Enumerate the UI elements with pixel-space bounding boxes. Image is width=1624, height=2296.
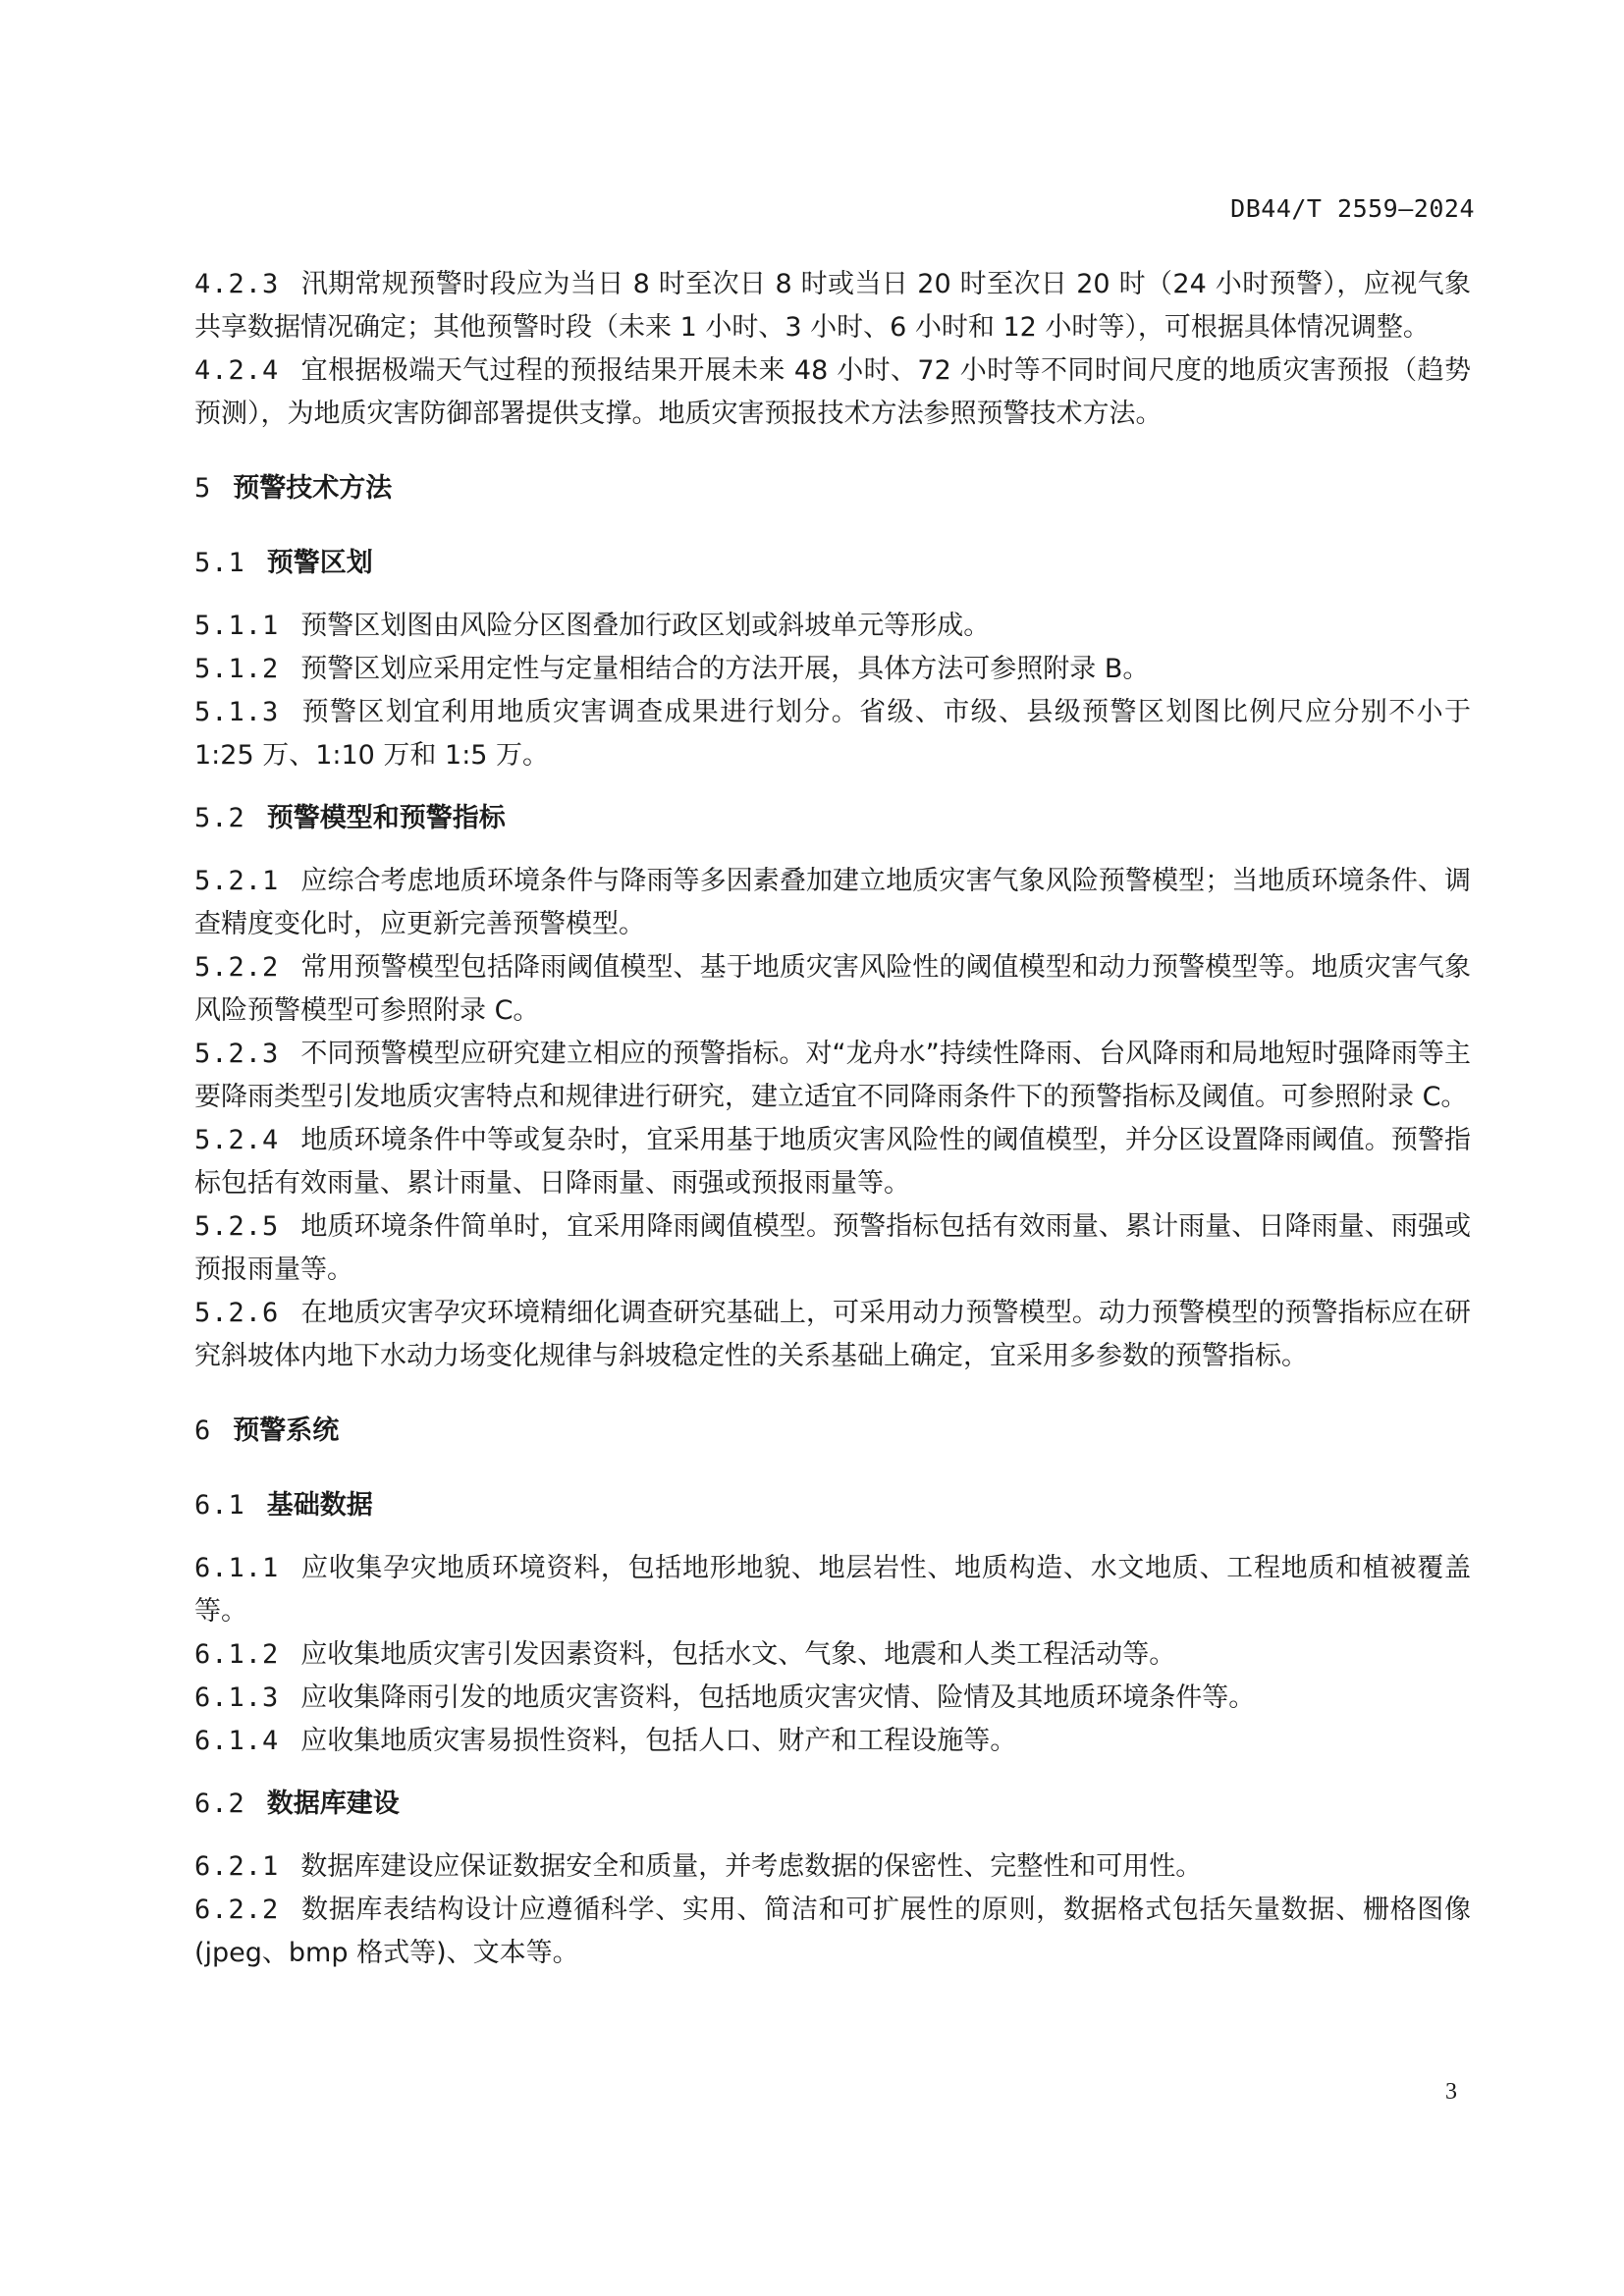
clause-text: 不同预警模型应研究建立相应的预警指标。对“龙舟水”持续性降雨、台风降雨和局地短时强降雨等主要降雨类型引发地质灾害特点和规律进行研究，建立适宜不同降雨条件下的预警指标及阈值。可参照附录 C。 — [194, 1039, 1471, 1112]
clause-6-1-4 — [194, 1720, 1471, 1763]
clause-number: 6.2.1 — [194, 1851, 280, 1882]
clause-text: 应收集地质灾害易损性资料，包括人口、财产和工程设施等。 — [300, 1726, 1017, 1756]
subsection-title: 预警模型和预警指标 — [266, 803, 506, 833]
clause-5-2-6 — [194, 1292, 1471, 1378]
clause-5-2-1 — [194, 860, 1471, 946]
clause-text: 在地质灾害孕灾环境精细化调查研究基础上，可采用动力预警模型。动力预警模型的预警指标应在研究斜坡体内地下水动力场变化规律与斜坡稳定性的关系基础上确定，宜采用多参数的预警指标。 — [194, 1298, 1471, 1371]
clause-5-1-3 — [194, 691, 1471, 777]
clause-text: 预警区划宜利用地质灾害调查成果进行划分。省级、市级、县级预警区划图比例尺应分别不小于 1:25 万、1:10 万和 1:5 万。 — [194, 697, 1471, 771]
clause-5-1-1 — [194, 605, 1471, 648]
clause-text: 宜根据极端天气过程的预报结果开展未来 48 小时、72 小时等不同时间尺度的地质灾害预报（趋势预测），为地质灾害防御部署提供支撑。地质灾害预报技术方法参照预警技术方法。 — [194, 355, 1471, 429]
clause-text: 预警区划应采用定性与定量相结合的方法开展，具体方法可参照附录 B。 — [300, 654, 1150, 684]
clause-number: 6.1.3 — [194, 1682, 280, 1713]
clause-5-2-2 — [194, 946, 1471, 1033]
subsection-number: 6.1 — [194, 1490, 245, 1521]
clause-number: 5.2.3 — [194, 1039, 280, 1069]
clause-4-2-3 — [194, 263, 1471, 349]
clause-4-2-4 — [194, 349, 1471, 436]
clause-text: 汛期常规预警时段应为当日 8 时至次日 8 时或当日 20 时至次日 20 时（24 小时预警），应视气象共享数据情况确定；其他预警时段（未来 1 小时、3 小时、6 小时和 12 小时等），可根据具体情况调整。 — [194, 269, 1471, 343]
clause-6-1-2 — [194, 1633, 1471, 1677]
clause-number: 5.2.6 — [194, 1298, 280, 1328]
clause-number: 6.1.1 — [194, 1553, 280, 1583]
clause-number: 5.2.2 — [194, 952, 280, 983]
clause-number: 6.1.4 — [194, 1726, 280, 1756]
clause-number: 6.2.2 — [194, 1895, 280, 1925]
clause-text: 应收集地质灾害引发因素资料，包括水文、气象、地震和人类工程活动等。 — [300, 1639, 1176, 1670]
section-number: 6 — [194, 1415, 212, 1446]
clause-number: 5.1.1 — [194, 611, 280, 641]
subsection-heading-6-1 — [194, 1484, 1471, 1527]
subsection-title: 基础数据 — [266, 1490, 373, 1521]
clause-text: 地质环境条件简单时，宜采用降雨阈值模型。预警指标包括有效雨量、累计雨量、日降雨量、雨强或预报雨量等。 — [194, 1211, 1471, 1285]
clause-text: 应收集降雨引发的地质灾害资料，包括地质灾害灾情、险情及其地质环境条件等。 — [300, 1682, 1256, 1713]
clause-text: 预警区划图由风险分区图叠加行政区划或斜坡单元等形成。 — [300, 611, 991, 641]
clause-5-2-5 — [194, 1205, 1471, 1292]
section-number: 5 — [194, 473, 212, 504]
subsection-number: 6.2 — [194, 1789, 245, 1819]
section-title: 预警技术方法 — [233, 473, 393, 504]
clause-5-2-3 — [194, 1033, 1471, 1119]
page-number: 3 — [1445, 2079, 1457, 2105]
clause-5-1-2 — [194, 648, 1471, 691]
clause-number: 4.2.3 — [194, 269, 280, 299]
clause-6-1-1 — [194, 1547, 1471, 1633]
clause-text: 常用预警模型包括降雨阈值模型、基于地质灾害风险性的阈值模型和动力预警模型等。地质灾害气象风险预警模型可参照附录 C。 — [194, 952, 1471, 1026]
clause-text: 数据库表结构设计应遵循科学、实用、简洁和可扩展性的原则，数据格式包括矢量数据、栅格图像(jpeg、bmp 格式等)、文本等。 — [194, 1895, 1471, 1968]
document-code: DB44/T 2559—2024 — [1230, 194, 1475, 223]
clause-text: 地质环境条件中等或复杂时，宜采用基于地质灾害风险性的阈值模型，并分区设置降雨阈值。预警指标包括有效雨量、累计雨量、日降雨量、雨强或预报雨量等。 — [194, 1125, 1471, 1199]
subsection-heading-6-2 — [194, 1783, 1471, 1826]
section-heading-6 — [194, 1410, 1471, 1453]
subsection-title: 数据库建设 — [266, 1789, 400, 1819]
clause-text: 应收集孕灾地质环境资料，包括地形地貌、地层岩性、地质构造、水文地质、工程地质和植被覆盖等。 — [194, 1553, 1471, 1627]
clause-6-2-1 — [194, 1845, 1471, 1889]
clause-text: 应综合考虑地质环境条件与降雨等多因素叠加建立地质灾害气象风险预警模型；当地质环境条件、调查精度变化时，应更新完善预警模型。 — [194, 866, 1471, 939]
clause-number: 5.2.4 — [194, 1125, 280, 1155]
subsection-title: 预警区划 — [266, 548, 373, 578]
clause-number: 5.2.5 — [194, 1211, 280, 1242]
clause-5-2-4 — [194, 1119, 1471, 1205]
section-heading-5 — [194, 467, 1471, 510]
section-title: 预警系统 — [233, 1415, 340, 1446]
subsection-heading-5-1 — [194, 542, 1471, 585]
clause-number: 5.1.2 — [194, 654, 280, 684]
clause-6-2-2 — [194, 1889, 1471, 1975]
clause-number: 5.1.3 — [194, 697, 280, 727]
subsection-heading-5-2 — [194, 797, 1471, 840]
clause-number: 4.2.4 — [194, 355, 280, 386]
subsection-number: 5.1 — [194, 548, 245, 578]
clause-6-1-3 — [194, 1677, 1471, 1720]
clause-text: 数据库建设应保证数据安全和质量，并考虑数据的保密性、完整性和可用性。 — [300, 1851, 1203, 1882]
clause-number: 6.1.2 — [194, 1639, 280, 1670]
clause-number: 5.2.1 — [194, 866, 280, 896]
subsection-number: 5.2 — [194, 803, 245, 833]
page-body — [194, 263, 1471, 1975]
